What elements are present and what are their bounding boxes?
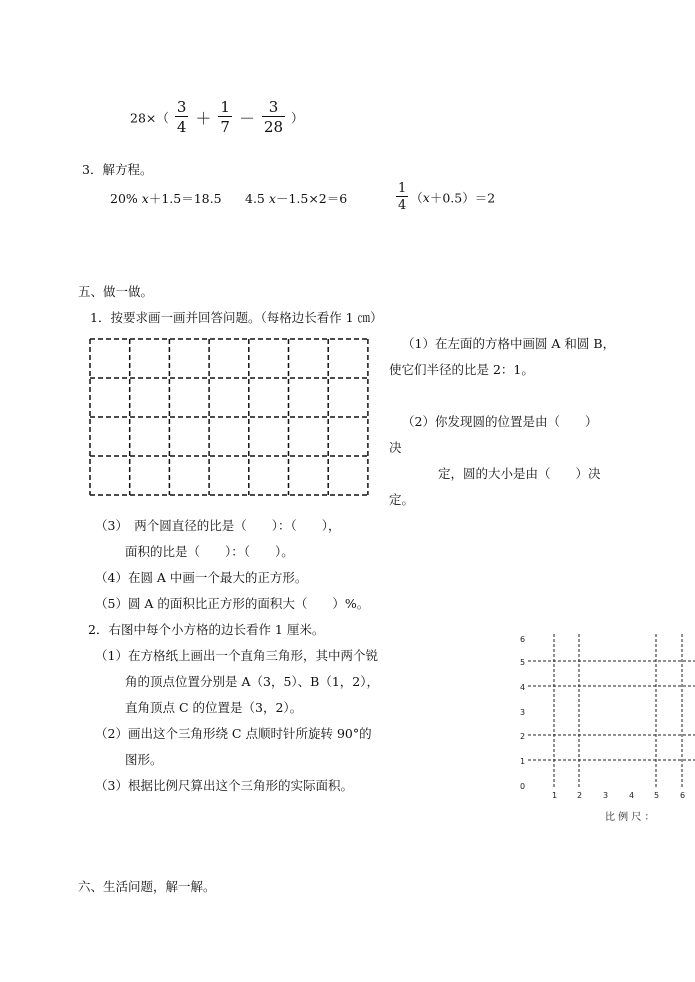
y-axis-label: 0 bbox=[520, 782, 526, 791]
q1-part2-line1: （2）你发现圆的位置是由（ ） bbox=[402, 414, 598, 429]
x-axis-label: 2 bbox=[577, 791, 583, 800]
equation-1: 20% x＋1.5＝18.5 bbox=[110, 191, 222, 206]
scale-label: 比 例 尺 ： bbox=[605, 812, 655, 823]
operator: － bbox=[238, 109, 255, 128]
q1-title: 1．按要求画一画并回答问题。（每格边长看作 1 ㎝） bbox=[90, 310, 383, 325]
expr-prefix: 28×（ bbox=[130, 110, 169, 126]
x-axis-label: 4 bbox=[629, 791, 635, 800]
q1-part1-line2: 使它们半径的比是 2：1。 bbox=[389, 362, 534, 377]
q1-part2-line2: 决 bbox=[389, 440, 402, 455]
x-axis-label: 6 bbox=[680, 791, 686, 800]
q1-part1-line1: （1）在左面的方格中画圆 A 和圆 B， bbox=[402, 336, 616, 351]
q2-part1-line3: 直角顶点 C 的位置是（3，2）。 bbox=[125, 700, 303, 715]
y-axis-label: 6 bbox=[520, 635, 526, 644]
section3-heading: 3．解方程。 bbox=[82, 162, 153, 177]
operator: ＋ bbox=[195, 109, 212, 128]
q1-part2-line3: 定，圆的大小是由（ ）决 bbox=[438, 466, 601, 481]
q2-title: 2．右图中每个小方格的边长看作 1 厘米。 bbox=[88, 622, 325, 637]
calc-expression bbox=[130, 98, 304, 137]
q1-part3-line1: （3） 两个圆直径的比是（ ）：（ ）， bbox=[95, 518, 341, 533]
q1-part4: （4）在圆 A 中画一个最大的正方形。 bbox=[95, 570, 308, 585]
q2-part2-line2: 图形。 bbox=[125, 752, 163, 767]
q1-part5: （5）圆 A 的面积比正方形的面积大（ ）%。 bbox=[95, 596, 370, 611]
equation-2: 4.5 x－1.5×2＝6 bbox=[245, 191, 348, 206]
x-axis-label: 5 bbox=[654, 791, 660, 800]
expr-suffix: ） bbox=[291, 110, 304, 126]
y-axis-label: 2 bbox=[520, 732, 526, 741]
q1-part3-line2: 面积的比是（ ）：（ ）。 bbox=[125, 544, 294, 559]
q2-part2-line1: （2）画出这个三角形绕 C 点顺时针所旋转 90°的 bbox=[95, 726, 372, 741]
y-axis-label: 5 bbox=[520, 658, 526, 667]
equation-3: $\frac{1}{4}$ （x＋0.5）＝2 bbox=[398, 181, 496, 213]
drawing-grid[interactable] bbox=[88, 337, 372, 499]
q2-part1-line2: 角的顶点位置分别是 A（3，5）、B（1，2）， bbox=[125, 674, 379, 689]
section6-heading: 六、生活问题，解一解。 bbox=[78, 879, 216, 894]
y-axis-label: 4 bbox=[520, 683, 526, 692]
coordinate-grid[interactable] bbox=[510, 628, 695, 828]
fraction: $\frac{1}{4}$ bbox=[398, 181, 407, 213]
x-axis-label: 3 bbox=[603, 791, 609, 800]
q1-part2-line4: 定。 bbox=[389, 492, 415, 507]
y-axis-label: 1 bbox=[520, 757, 526, 766]
y-axis-label: 3 bbox=[520, 708, 526, 717]
q2-part1-line1: （1）在方格纸上画出一个直角三角形，其中两个锐 bbox=[95, 648, 378, 663]
fraction: $\frac{1}{7}$ bbox=[220, 98, 230, 136]
fraction: $\frac{3}{28}$ bbox=[263, 98, 284, 136]
x-axis-label: 1 bbox=[552, 791, 558, 800]
q2-part3: （3）根据比例尺算出这个三角形的实际面积。 bbox=[95, 778, 353, 793]
fraction: $\frac{3}{4}$ bbox=[176, 98, 187, 136]
section5-heading: 五、做一做。 bbox=[78, 284, 154, 299]
